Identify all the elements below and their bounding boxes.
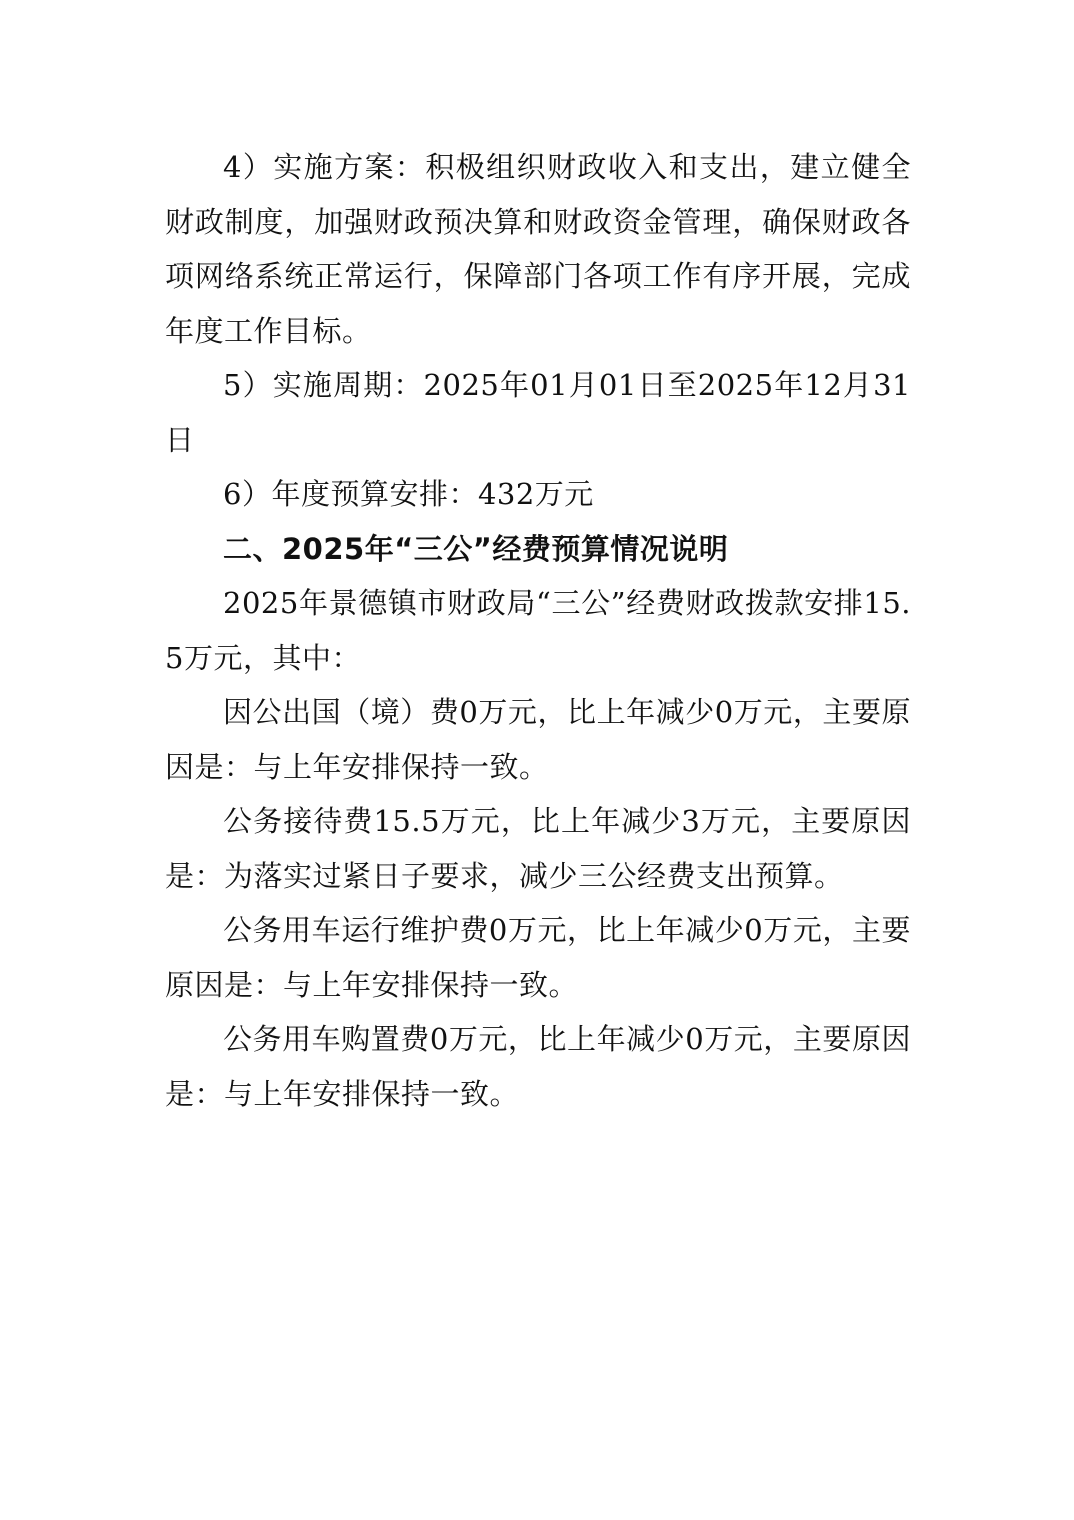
implementation-period-paragraph: 5）实施周期：2025年01月01日至2025年12月31日 — [165, 368, 911, 457]
annual-budget-paragraph: 6）年度预算安排：432万元 — [223, 477, 594, 511]
vehicle-purchase-paragraph: 公务用车购置费0万元，比上年减少0万元，主要原因是：与上年安排保持一致。 — [165, 1022, 911, 1111]
reception-expense-paragraph: 公务接待费15.5万元，比上年减少3万元，主要原因是：为落实过紧日子要求，减少三公经费支出预算。 — [165, 804, 911, 893]
section-heading: 二、2025年“三公”经费预算情况说明 — [223, 531, 729, 566]
vehicle-operation-paragraph: 公务用车运行维护费0万元，比上年减少0万元，主要原因是：与上年安排保持一致。 — [165, 913, 911, 1002]
implementation-plan-paragraph: 4）实施方案：积极组织财政收入和支出，建立健全财政制度，加强财政预决算和财政资金管理，确保财政各项网络系统正常运行，保障部门各项工作有序开展，完成年度工作目标。 — [165, 150, 911, 348]
document-page — [165, 140, 911, 1121]
overseas-travel-paragraph: 因公出国（境）费0万元，比上年减少0万元，主要原因是：与上年安排保持一致。 — [165, 695, 911, 784]
intro-paragraph: 2025年景德镇市财政局“三公”经费财政拨款安排15.5万元，其中： — [165, 586, 911, 675]
